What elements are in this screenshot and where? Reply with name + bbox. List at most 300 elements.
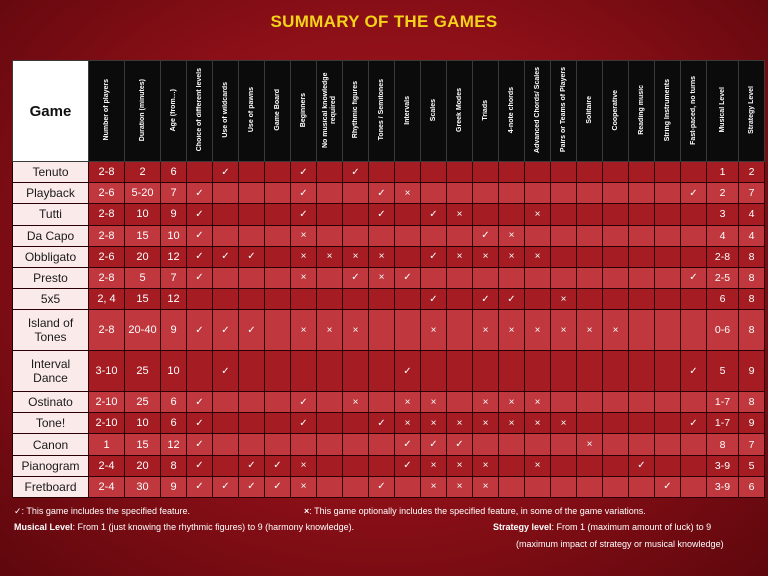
check-icon: ✓ (187, 413, 213, 434)
column-header-label: Reading music (637, 85, 645, 135)
cross-icon: × (525, 310, 551, 351)
table-cell (525, 225, 551, 246)
table-cell (603, 434, 629, 455)
table-cell (239, 267, 265, 288)
table-cell (369, 351, 395, 392)
table-cell (213, 434, 239, 455)
game-name: Da Capo (13, 225, 89, 246)
table-cell (551, 225, 577, 246)
table-cell (343, 204, 369, 225)
game-name: Interval Dance (13, 351, 89, 392)
check-icon: ✓ (291, 183, 317, 204)
table-cell: 2-8 (89, 204, 125, 225)
table-cell (681, 310, 707, 351)
column-header (681, 61, 707, 162)
table-cell (681, 392, 707, 413)
table-cell (577, 392, 603, 413)
table-cell (551, 162, 577, 183)
table-cell (447, 351, 473, 392)
table-cell: 7 (739, 434, 765, 455)
table-cell (213, 225, 239, 246)
table-cell (369, 392, 395, 413)
check-icon: ✓ (447, 434, 473, 455)
legend-cross (304, 506, 646, 516)
table-cell (317, 455, 343, 476)
check-icon: ✓ (213, 310, 239, 351)
table-cell (317, 476, 343, 497)
table-cell (655, 267, 681, 288)
table-cell: 1-7 (707, 413, 739, 434)
cross-icon: × (421, 455, 447, 476)
cross-icon: × (499, 413, 525, 434)
check-icon: ✓ (187, 455, 213, 476)
table-cell (447, 225, 473, 246)
table-cell (629, 351, 655, 392)
table-cell (317, 204, 343, 225)
cross-icon: × (473, 310, 499, 351)
table-cell (265, 225, 291, 246)
table-cell (629, 413, 655, 434)
table-cell (213, 267, 239, 288)
column-header-label: Age (from…) (169, 88, 177, 132)
game-name: Presto (13, 267, 89, 288)
column-header (447, 61, 473, 162)
table-cell (525, 183, 551, 204)
table-cell: 8 (739, 289, 765, 310)
table-cell (629, 246, 655, 267)
table-cell (551, 204, 577, 225)
table-cell: 2-10 (89, 413, 125, 434)
column-header-label: Game Board (273, 89, 281, 131)
table-cell (655, 162, 681, 183)
table-cell (239, 351, 265, 392)
table-cell: 20 (125, 455, 161, 476)
table-cell: 2, 4 (89, 289, 125, 310)
table-cell: 9 (161, 476, 187, 497)
table-row (13, 413, 765, 434)
table-cell (655, 225, 681, 246)
table-cell: 2-6 (89, 246, 125, 267)
table-cell (655, 289, 681, 310)
table-cell (629, 392, 655, 413)
table-cell (551, 434, 577, 455)
table-cell (473, 434, 499, 455)
table-cell: 5 (707, 351, 739, 392)
check-icon: ✓ (369, 413, 395, 434)
table-cell (551, 267, 577, 288)
check-icon: ✓ (239, 455, 265, 476)
table-row (13, 310, 765, 351)
column-header-label: String Instruments (663, 78, 671, 142)
cross-icon: × (525, 392, 551, 413)
legend-strategy-level-cont (516, 539, 724, 549)
game-name: Tone! (13, 413, 89, 434)
table-cell (473, 183, 499, 204)
table-cell (629, 204, 655, 225)
table-cell: 2-8 (89, 310, 125, 351)
table-cell (317, 392, 343, 413)
table-cell (525, 267, 551, 288)
legend-check (14, 506, 190, 517)
check-icon: ✓ (291, 204, 317, 225)
table-cell (577, 413, 603, 434)
table-cell (213, 392, 239, 413)
game-name: Fretboard (13, 476, 89, 497)
cross-icon: × (447, 204, 473, 225)
table-cell (343, 351, 369, 392)
check-icon: ✓ (421, 204, 447, 225)
table-cell (603, 183, 629, 204)
table-cell (525, 434, 551, 455)
table-cell (603, 225, 629, 246)
column-header (89, 61, 125, 162)
table-cell: 2 (125, 162, 161, 183)
column-header (603, 61, 629, 162)
check-icon: ✓ (681, 183, 707, 204)
check-icon: ✓ (291, 413, 317, 434)
cross-icon: × (304, 506, 310, 516)
table-cell (317, 289, 343, 310)
column-header (525, 61, 551, 162)
table-cell: 3 (707, 204, 739, 225)
cross-icon: × (395, 392, 421, 413)
table-cell (655, 204, 681, 225)
table-cell: 9 (739, 413, 765, 434)
table-cell: 9 (739, 351, 765, 392)
cross-icon: × (473, 455, 499, 476)
table-row (13, 289, 765, 310)
column-header (499, 61, 525, 162)
column-header-label: Tones / Semitones (377, 79, 385, 141)
table-body (13, 162, 765, 498)
cross-icon: × (291, 476, 317, 497)
table-cell (655, 351, 681, 392)
column-header (343, 61, 369, 162)
table-cell: 2-4 (89, 455, 125, 476)
table-cell (629, 183, 655, 204)
cross-icon: × (343, 246, 369, 267)
column-header-label: Rhythmic figures (351, 81, 359, 139)
table-cell (291, 434, 317, 455)
table-cell (239, 162, 265, 183)
table-row (13, 246, 765, 267)
game-name: Obbligato (13, 246, 89, 267)
legend-strategy-level (493, 522, 711, 532)
table-cell: 8 (739, 246, 765, 267)
cross-icon: × (291, 310, 317, 351)
table-cell: 10 (125, 204, 161, 225)
table-cell (395, 310, 421, 351)
column-header-label: Scales (429, 98, 437, 122)
column-header (707, 61, 739, 162)
table-cell (317, 351, 343, 392)
game-column-header: Game (13, 61, 89, 162)
table-cell (395, 162, 421, 183)
table-cell (681, 225, 707, 246)
column-header-label: Use of wildcards (221, 82, 229, 138)
table-cell (499, 204, 525, 225)
column-header-label: Pairs or Teams of Players (559, 67, 567, 153)
table-cell (265, 162, 291, 183)
table-cell (603, 267, 629, 288)
cross-icon: × (447, 413, 473, 434)
check-icon: ✓ (265, 476, 291, 497)
cross-icon: × (525, 204, 551, 225)
column-header (125, 61, 161, 162)
table-cell (187, 289, 213, 310)
table-cell: 5 (125, 267, 161, 288)
table-cell (629, 310, 655, 351)
table-cell (473, 162, 499, 183)
table-cell: 10 (161, 225, 187, 246)
check-icon: ✓ (213, 351, 239, 392)
table-cell (447, 392, 473, 413)
table-cell (447, 310, 473, 351)
table-cell (343, 413, 369, 434)
table-cell (213, 289, 239, 310)
check-icon: ✓ (291, 162, 317, 183)
table-cell (447, 267, 473, 288)
table-cell (395, 225, 421, 246)
column-header (739, 61, 765, 162)
table-cell (655, 413, 681, 434)
column-header (395, 61, 421, 162)
table-cell: 12 (161, 246, 187, 267)
table-cell (681, 434, 707, 455)
table-cell (265, 413, 291, 434)
check-icon: ✓ (473, 289, 499, 310)
table-cell: 2 (707, 183, 739, 204)
table-cell: 3-10 (89, 351, 125, 392)
cross-icon: × (343, 392, 369, 413)
table-cell: 5-20 (125, 183, 161, 204)
column-header-label: No musical knowledge required (321, 72, 337, 148)
cross-icon: × (447, 246, 473, 267)
table-cell (603, 204, 629, 225)
cross-icon: × (499, 225, 525, 246)
table-cell (343, 455, 369, 476)
table-cell (629, 162, 655, 183)
table-cell (395, 204, 421, 225)
table-cell (603, 351, 629, 392)
column-header-label: Use of pawns (247, 87, 255, 133)
table-cell (629, 225, 655, 246)
table-cell (343, 476, 369, 497)
check-icon: ✓ (629, 455, 655, 476)
table-cell (369, 225, 395, 246)
table-cell (525, 351, 551, 392)
table-cell (343, 183, 369, 204)
check-icon: ✓ (395, 455, 421, 476)
summary-table-container (12, 60, 757, 498)
table-cell: 4 (739, 225, 765, 246)
table-cell: 4 (739, 204, 765, 225)
column-header-label: Beginners (299, 92, 307, 128)
table-cell (265, 246, 291, 267)
check-icon: ✓ (421, 246, 447, 267)
check-icon: ✓ (681, 413, 707, 434)
cross-icon: × (577, 434, 603, 455)
column-header-label: Intervals (403, 95, 411, 125)
table-cell (369, 434, 395, 455)
table-cell: 12 (161, 434, 187, 455)
table-cell (577, 162, 603, 183)
table-cell (655, 455, 681, 476)
table-cell (395, 289, 421, 310)
check-icon: ✓ (421, 434, 447, 455)
table-cell (395, 476, 421, 497)
table-cell: 8 (161, 455, 187, 476)
table-cell: 2 (739, 162, 765, 183)
table-cell: 7 (739, 183, 765, 204)
cross-icon: × (473, 413, 499, 434)
table-cell (629, 267, 655, 288)
table-row (13, 434, 765, 455)
column-header-label: Greek Modes (455, 88, 463, 132)
table-cell (603, 246, 629, 267)
check-icon: ✓ (343, 162, 369, 183)
table-cell (239, 183, 265, 204)
table-cell (681, 204, 707, 225)
table-cell (499, 455, 525, 476)
table-cell (551, 351, 577, 392)
table-cell: 20-40 (125, 310, 161, 351)
column-header (655, 61, 681, 162)
table-cell (629, 434, 655, 455)
cross-icon: × (395, 413, 421, 434)
table-cell (473, 351, 499, 392)
table-cell (317, 183, 343, 204)
column-header (213, 61, 239, 162)
table-cell: 7 (161, 183, 187, 204)
table-row (13, 476, 765, 497)
table-cell: 15 (125, 289, 161, 310)
table-cell (577, 289, 603, 310)
check-icon: ✓ (681, 351, 707, 392)
cross-icon: × (551, 289, 577, 310)
table-cell: 5 (739, 455, 765, 476)
table-cell (265, 310, 291, 351)
check-icon: ✓ (291, 392, 317, 413)
cross-icon: × (525, 413, 551, 434)
cross-icon: × (603, 310, 629, 351)
table-cell (447, 289, 473, 310)
table-cell (603, 162, 629, 183)
table-cell: 8 (707, 434, 739, 455)
table-cell (577, 476, 603, 497)
table-cell (577, 225, 603, 246)
cross-icon: × (343, 310, 369, 351)
table-row (13, 392, 765, 413)
check-icon: ✓ (187, 310, 213, 351)
table-cell (239, 413, 265, 434)
table-cell: 6 (161, 413, 187, 434)
table-cell: 15 (125, 434, 161, 455)
table-row (13, 267, 765, 288)
check-icon: ✓ (187, 246, 213, 267)
musical-level-text: : From 1 (just knowing the rhythmic figures) to 9 (harmony knowledge). (72, 522, 355, 532)
table-cell (655, 183, 681, 204)
cross-icon: × (421, 476, 447, 497)
column-header-label: Triads (481, 99, 489, 121)
check-icon: ✓ (213, 162, 239, 183)
table-cell: 1-7 (707, 392, 739, 413)
table-cell (603, 455, 629, 476)
column-header (369, 61, 395, 162)
table-cell (265, 183, 291, 204)
table-cell (473, 267, 499, 288)
check-icon: ✓ (14, 506, 22, 516)
column-header (473, 61, 499, 162)
table-cell (681, 162, 707, 183)
table-cell: 0-6 (707, 310, 739, 351)
table-cell (421, 351, 447, 392)
table-cell (239, 289, 265, 310)
game-name: Tutti (13, 204, 89, 225)
table-cell: 3-9 (707, 476, 739, 497)
check-icon: ✓ (187, 204, 213, 225)
check-icon: ✓ (239, 310, 265, 351)
table-cell (343, 434, 369, 455)
table-cell: 1 (89, 434, 125, 455)
table-cell: 9 (161, 204, 187, 225)
table-cell (603, 289, 629, 310)
check-icon: ✓ (239, 476, 265, 497)
table-cell: 2-8 (89, 225, 125, 246)
cross-icon: × (421, 310, 447, 351)
table-cell (447, 183, 473, 204)
check-icon: ✓ (369, 183, 395, 204)
table-cell (629, 476, 655, 497)
table-cell (655, 246, 681, 267)
table-cell: 12 (161, 289, 187, 310)
check-icon: ✓ (187, 183, 213, 204)
table-cell (395, 246, 421, 267)
cross-icon: × (369, 267, 395, 288)
table-cell: 6 (161, 392, 187, 413)
table-cell (499, 162, 525, 183)
cross-icon: × (447, 476, 473, 497)
table-cell (421, 267, 447, 288)
table-cell (343, 225, 369, 246)
check-icon: ✓ (213, 246, 239, 267)
table-cell (265, 204, 291, 225)
cross-icon: × (473, 246, 499, 267)
column-header (577, 61, 603, 162)
table-cell (629, 289, 655, 310)
game-name: Ostinato (13, 392, 89, 413)
summary-table (12, 60, 765, 498)
column-header (317, 61, 343, 162)
table-cell (551, 183, 577, 204)
game-name: Canon (13, 434, 89, 455)
table-cell (577, 183, 603, 204)
game-name: 5x5 (13, 289, 89, 310)
table-cell (421, 162, 447, 183)
check-icon: ✓ (369, 204, 395, 225)
table-cell (187, 351, 213, 392)
table-cell (525, 289, 551, 310)
table-cell (239, 204, 265, 225)
table-cell: 8 (739, 310, 765, 351)
table-cell (317, 413, 343, 434)
column-header-label: Duration (minutes) (138, 78, 146, 142)
cross-icon: × (577, 310, 603, 351)
table-cell: 2-4 (89, 476, 125, 497)
musical-level-label: Musical Level (14, 522, 73, 532)
table-cell: 1 (707, 162, 739, 183)
header-row (13, 61, 765, 162)
